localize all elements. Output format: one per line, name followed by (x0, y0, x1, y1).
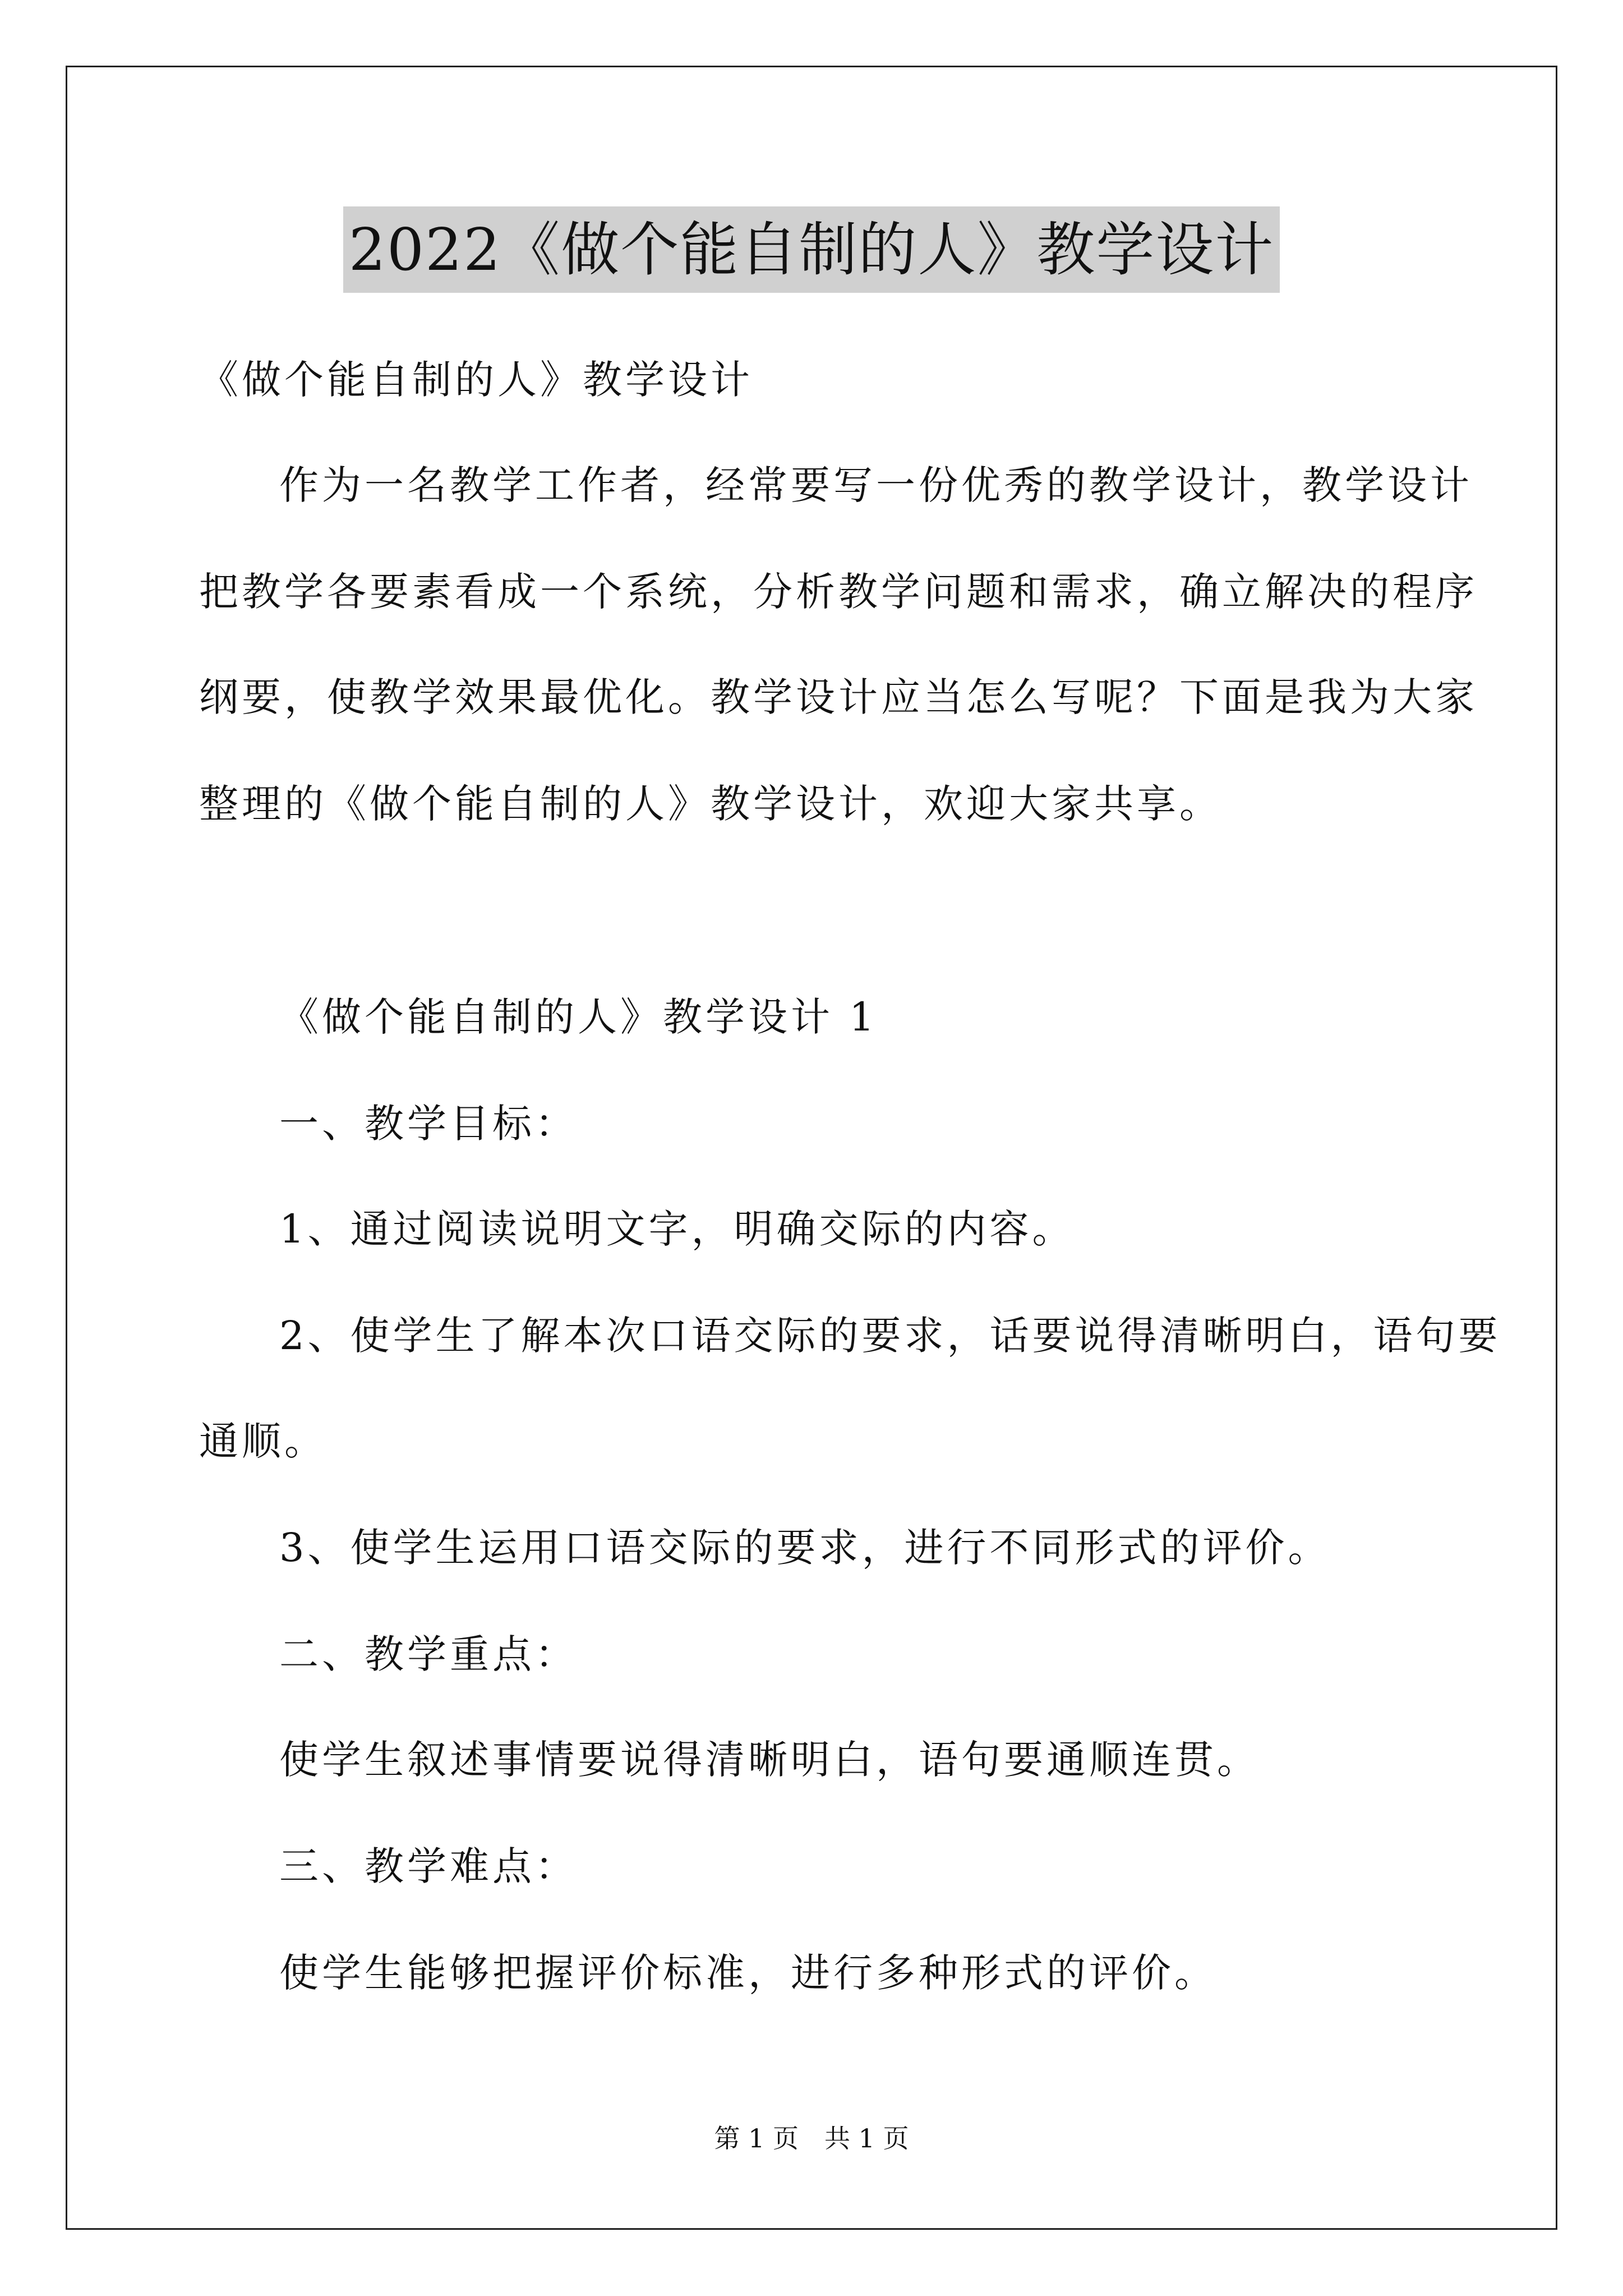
intro-line-4: 整理的《做个能自制的人》教学设计，欢迎大家共享。 (199, 781, 1222, 827)
goal-2-line-1: 2、使学生了解本次口语交际的要求，话要说得清晰明白，语句要 (279, 1313, 1501, 1359)
page-footer: 第 1 页 共 1 页 (714, 2123, 909, 2154)
difficulty-heading: 三、教学难点： (279, 1843, 578, 1889)
goal-2-line-2: 通顺。 (199, 1418, 327, 1464)
key-heading: 二、教学重点： (279, 1631, 578, 1677)
goal-3: 3、使学生运用口语交际的要求，进行不同形式的评价。 (279, 1525, 1331, 1571)
goal-1: 1、通过阅读说明文字，明确交际的内容。 (279, 1206, 1075, 1252)
intro-line-2: 把教学各要素看成一个系统，分析教学问题和需求，确立解决的程序 (199, 569, 1478, 615)
intro-line-1: 作为一名教学工作者，经常要写一份优秀的教学设计，教学设计 (279, 462, 1473, 508)
key-text: 使学生叙述事情要说得清晰明白，语句要通顺连贯。 (279, 1737, 1260, 1783)
intro-line-3: 纲要，使教学效果最优化。教学设计应当怎么写呢？下面是我为大家 (199, 674, 1478, 720)
goals-heading: 一、教学目标： (279, 1101, 578, 1147)
subtitle: 《做个能自制的人》教学设计 (199, 357, 753, 403)
title-container (0, 206, 1623, 293)
section-heading: 《做个能自制的人》教学设计 1 (279, 994, 878, 1040)
difficulty-text: 使学生能够把握评价标准，进行多种形式的评价。 (279, 1950, 1217, 1996)
document-title: 2022《做个能自制的人》教学设计 (343, 206, 1280, 293)
